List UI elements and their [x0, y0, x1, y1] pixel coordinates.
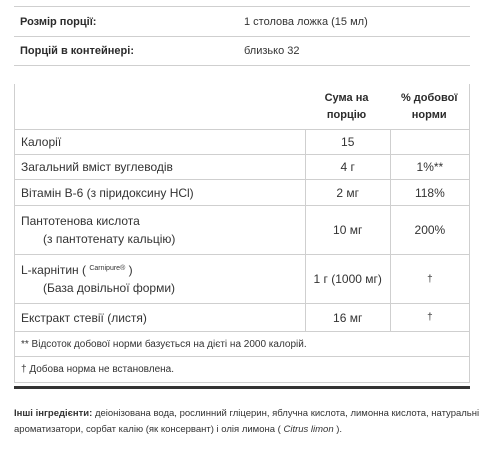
- servings-label: Порцій в контейнері:: [20, 45, 134, 57]
- servings-per-container-row: [14, 36, 470, 66]
- nutrient-dv: †: [390, 255, 469, 303]
- ingredients-end: ).: [336, 424, 343, 435]
- footnote-row: [15, 332, 469, 357]
- nutrient-dv: [390, 130, 469, 154]
- ingredients-text: деіонізована вода, рослинний гліцерин, яблучна кислота, лимонна кислота, натуральні ароматизатори, сорбат калію (як консервант) і олія лимона (: [14, 408, 480, 435]
- table-row: [15, 255, 469, 304]
- nutrient-name: Загальний вміст вуглеводів: [21, 160, 173, 174]
- other-ingredients: [14, 406, 484, 438]
- ingredients-label: Інші інгредієнти:: [14, 408, 93, 419]
- supplement-facts-panel: [14, 6, 470, 389]
- nutrient-source: (База довільної форми): [43, 281, 176, 295]
- trademark-superscript: Carnipure®: [89, 265, 126, 272]
- nutrient-amount: 1 г (1000 мг): [305, 255, 390, 303]
- table-row: [15, 304, 469, 332]
- nutrient-name-block: [15, 212, 305, 248]
- table-row: [15, 206, 469, 255]
- nutrient-name: Екстракт стевії (листя): [21, 310, 147, 325]
- serving-size-row: [14, 6, 470, 36]
- nutrient-dv: 118%: [390, 180, 469, 205]
- dv-header-line2: норми: [411, 108, 447, 121]
- nutrient-amount: 15: [305, 130, 390, 154]
- ingredients-latin: Citrus limon: [280, 424, 337, 435]
- divider: [14, 386, 470, 389]
- nutrient-dv: 200%: [390, 206, 469, 254]
- table-row: [15, 130, 469, 155]
- nutrient-amount: 16 мг: [305, 304, 390, 331]
- amount-header-line1: Сума на: [324, 91, 369, 104]
- dv-header-line1: % добової: [400, 91, 458, 104]
- serving-size-label: Розмір порції:: [20, 15, 97, 28]
- nutrient-amount: 10 мг: [305, 206, 390, 254]
- nutrient-name: Вітамін В-6 (з піридоксину HCl): [21, 185, 194, 200]
- nutrient-name: L-карнітин ( $^{Carnipure®}$ ): [21, 263, 133, 277]
- table-row: [15, 155, 469, 180]
- daily-value-header: [389, 90, 469, 124]
- nutrient-dv: †: [390, 304, 469, 331]
- nutrient-name: Калорії: [21, 135, 62, 149]
- nutrient-amount: 2 мг: [305, 180, 390, 205]
- nutrient-dv: 1%**: [390, 155, 469, 179]
- nutrient-name-block: [15, 261, 305, 297]
- nutrient-source: (з пантотенату кальцію): [43, 232, 176, 246]
- dv-footnote: ** Відсоток добової норми базується на дієті на 2000 калорій.: [21, 338, 307, 350]
- amount-header-line2: порцію: [326, 108, 367, 121]
- table-header-row: [15, 84, 469, 130]
- footnote-row: [15, 357, 469, 382]
- dagger-footnote: † Добова норма не встановлена.: [21, 364, 174, 375]
- serving-size-value: 1 столова ложка (15 мл): [244, 15, 368, 28]
- nutrient-amount: 4 г: [305, 155, 390, 179]
- nutrition-table: [14, 84, 470, 383]
- table-row: [15, 180, 469, 206]
- amount-per-serving-header: [304, 90, 390, 124]
- servings-value: близько 32: [244, 45, 300, 57]
- nutrient-name: Пантотенова кислота: [21, 214, 140, 228]
